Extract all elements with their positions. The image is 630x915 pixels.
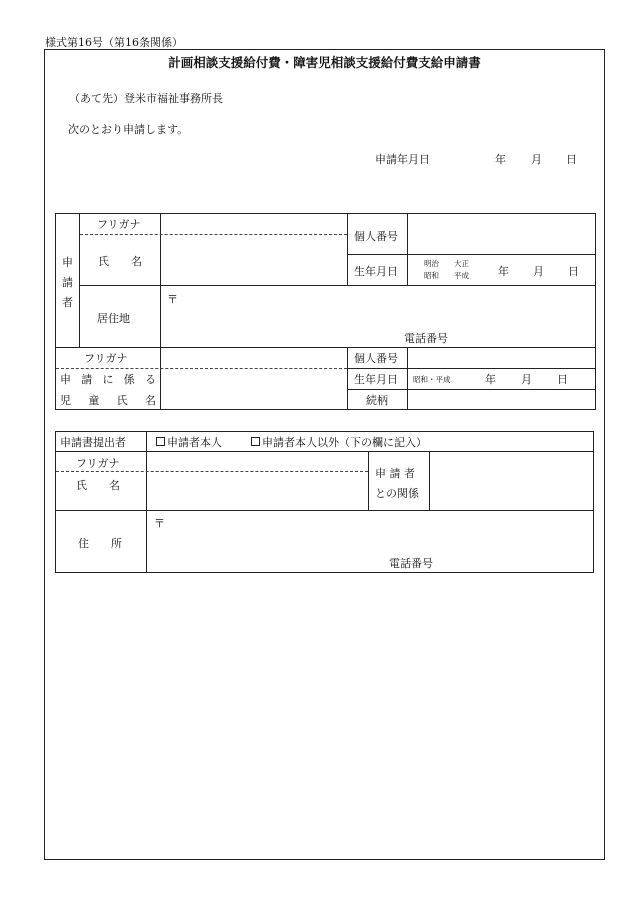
- applicant-postal-mark: 〒: [167, 293, 178, 306]
- era-heisei: 平成: [454, 271, 469, 280]
- application-date-year: 年: [495, 153, 506, 166]
- relation-label-line1: 申 請 者: [375, 467, 415, 480]
- submitter-name-label: 氏 名: [76, 479, 120, 492]
- application-date-label: 申請年月日: [375, 153, 430, 166]
- applicant-label-2: 請: [62, 276, 73, 289]
- child-label-line1: 申請に係る: [60, 373, 156, 386]
- era-showa: 昭和: [424, 271, 439, 280]
- applicant-name-label: 氏 名: [98, 255, 142, 268]
- applicant-birth-day: 日: [568, 265, 579, 278]
- child-eras: 昭和・平成: [413, 375, 451, 384]
- child-label-line2: 児童氏名: [60, 394, 156, 407]
- child-birth-year: 年: [485, 373, 496, 386]
- submitter-label: 申請書提出者: [60, 436, 126, 449]
- era-meiji: 明治: [424, 259, 439, 268]
- form-number: 様式第16号（第16条関係）: [45, 36, 183, 49]
- applicant-address-label: 居住地: [97, 312, 130, 325]
- child-birth-day: 日: [557, 373, 568, 386]
- applicant-birth-date-label: 生年月日: [354, 265, 398, 278]
- application-date-month: 月: [531, 153, 542, 166]
- era-taisho: 大正: [454, 259, 469, 268]
- applicant-individual-number-label: 個人番号: [354, 230, 398, 243]
- option-self-label: 申請者本人: [167, 436, 222, 449]
- child-individual-number-label: 個人番号: [354, 352, 398, 365]
- applicant-furigana-label: フリガナ: [97, 218, 141, 231]
- applicant-label-3: 者: [62, 296, 73, 309]
- option-self-checkbox[interactable]: [156, 437, 165, 446]
- applicant-phone-label: 電話番号: [404, 332, 448, 345]
- request-text: 次のとおり申請します。: [68, 123, 189, 136]
- applicant-label-1: 申: [62, 256, 73, 269]
- child-furigana-label: フリガナ: [84, 352, 128, 365]
- submitter-phone-label: 電話番号: [389, 557, 433, 570]
- option-other-label: 申請者本人以外（下の欄に記入）: [262, 436, 427, 449]
- option-other-checkbox[interactable]: [251, 437, 260, 446]
- child-relationship-label: 続柄: [366, 394, 388, 407]
- applicant-birth-year: 年: [498, 265, 509, 278]
- relation-label-line2: との関係: [375, 487, 419, 500]
- submitter-address-label: 住 所: [78, 537, 122, 550]
- application-date-day: 日: [566, 153, 577, 166]
- addressee: （あて先）登米市福祉事務所長: [69, 92, 223, 105]
- submitter-postal-mark: 〒: [154, 517, 165, 530]
- child-birth-date-label: 生年月日: [354, 373, 398, 386]
- child-birth-month: 月: [521, 373, 532, 386]
- applicant-birth-month: 月: [533, 265, 544, 278]
- submitter-furigana-label: フリガナ: [76, 457, 120, 470]
- form-title: 計画相談支援給付費・障害児相談支援給付費支給申請書: [168, 55, 481, 70]
